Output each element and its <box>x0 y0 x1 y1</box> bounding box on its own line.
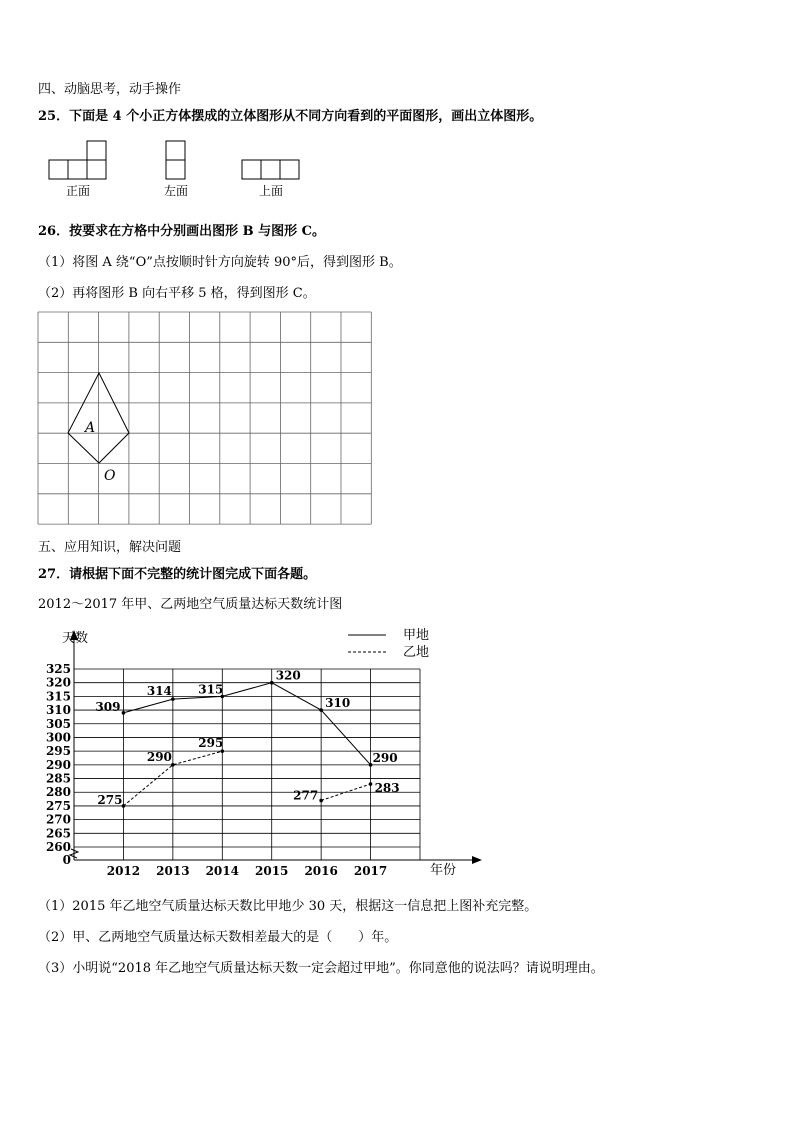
legend-label-yi: 乙地 <box>403 645 430 660</box>
question-27-text: 27．请根据下面不完整的统计图完成下面各题。 <box>38 567 317 582</box>
section-5-heading: 五、应用知识，解决问题 <box>38 540 182 555</box>
data-point <box>369 782 373 786</box>
section-4-heading: 四、动脑思考，动手操作 <box>38 82 182 97</box>
data-label: 283 <box>374 781 400 796</box>
chart-question-3: （3）小明说“2018 年乙地空气质量达标天数一定会超过甲地”。你同意他的说法吗？请说明理由。 <box>38 961 604 976</box>
x-tick-label: 2016 <box>304 864 338 878</box>
x-tick-label: 2015 <box>255 864 289 878</box>
data-point <box>319 799 323 803</box>
data-label: 275 <box>97 792 123 807</box>
y-tick-label: 325 <box>45 662 71 676</box>
question-26-part2: （2）再将图形 B 向右平移 5 格，得到图形 C。 <box>38 286 316 301</box>
top-view-label: 上面 <box>258 184 284 198</box>
legend <box>348 627 429 660</box>
y-tick-label: 285 <box>45 771 71 786</box>
data-point <box>270 681 274 685</box>
point-o-label: O <box>104 468 116 484</box>
y-tick-label: 305 <box>45 716 71 731</box>
data-label: 310 <box>325 696 351 711</box>
data-label: 295 <box>198 736 224 751</box>
y-tick-label: 310 <box>45 703 71 718</box>
front-view-label: 正面 <box>65 184 91 198</box>
x-axis-label: 年份 <box>430 863 457 878</box>
chart-title: 2012～2017 年甲、乙两地空气质量达标天数统计图 <box>38 597 343 612</box>
y-tick-label: 320 <box>45 675 71 690</box>
x-tick-label: 2014 <box>205 864 239 878</box>
x-tick-label: 2013 <box>156 864 190 878</box>
legend-label-jia: 甲地 <box>403 628 430 643</box>
question-25-text: 25．下面是 4 个小正方体摆成的立体图形从不同方向看到的平面图形，画出立体图形。 <box>38 109 543 124</box>
y-tick-label: 265 <box>45 826 71 841</box>
question-26-part1: （1）将图 A 绕“O”点按顺时针方向旋转 90°后，得到图形 B。 <box>38 255 402 270</box>
data-label: 314 <box>146 684 172 699</box>
question-26-text: 26．按要求在方格中分别画出图形 B 与图形 C。 <box>38 224 326 239</box>
data-label: 290 <box>372 750 398 765</box>
y-tick-label: 315 <box>45 689 71 704</box>
x-tick-label: 2012 <box>106 864 141 878</box>
y-tick-label: 295 <box>45 744 71 759</box>
data-point <box>122 711 126 715</box>
data-label: 290 <box>146 749 172 764</box>
x-axis-arrow <box>472 856 482 864</box>
y-tick-label: 300 <box>45 730 71 745</box>
y-tick-label: 0 <box>62 853 71 867</box>
y-tick-label: 290 <box>45 757 71 772</box>
data-label: 277 <box>293 788 319 803</box>
chart-question-1: （1）2015 年乙地空气质量达标天数比甲地少 30 天，根据这一信息把上图补充完整。 <box>38 899 538 914</box>
y-tick-label: 275 <box>45 798 71 813</box>
y-tick-label: 280 <box>45 785 71 800</box>
y-tick-label: 270 <box>45 812 71 827</box>
data-label: 315 <box>198 682 224 697</box>
data-point <box>319 708 323 712</box>
y-tick-label: 260 <box>45 840 71 854</box>
data-label: 320 <box>275 668 301 683</box>
data-label: 309 <box>95 699 121 714</box>
y-axis-label: 天数 <box>62 631 89 646</box>
x-tick-label: 2017 <box>353 864 388 878</box>
chart-question-2: （2）甲、乙两地空气质量达标天数相差最大的是（ ）年。 <box>38 930 398 945</box>
shape-a-label: A <box>85 420 96 436</box>
axis-break-mark <box>70 849 78 858</box>
left-view-label: 左面 <box>163 184 189 198</box>
